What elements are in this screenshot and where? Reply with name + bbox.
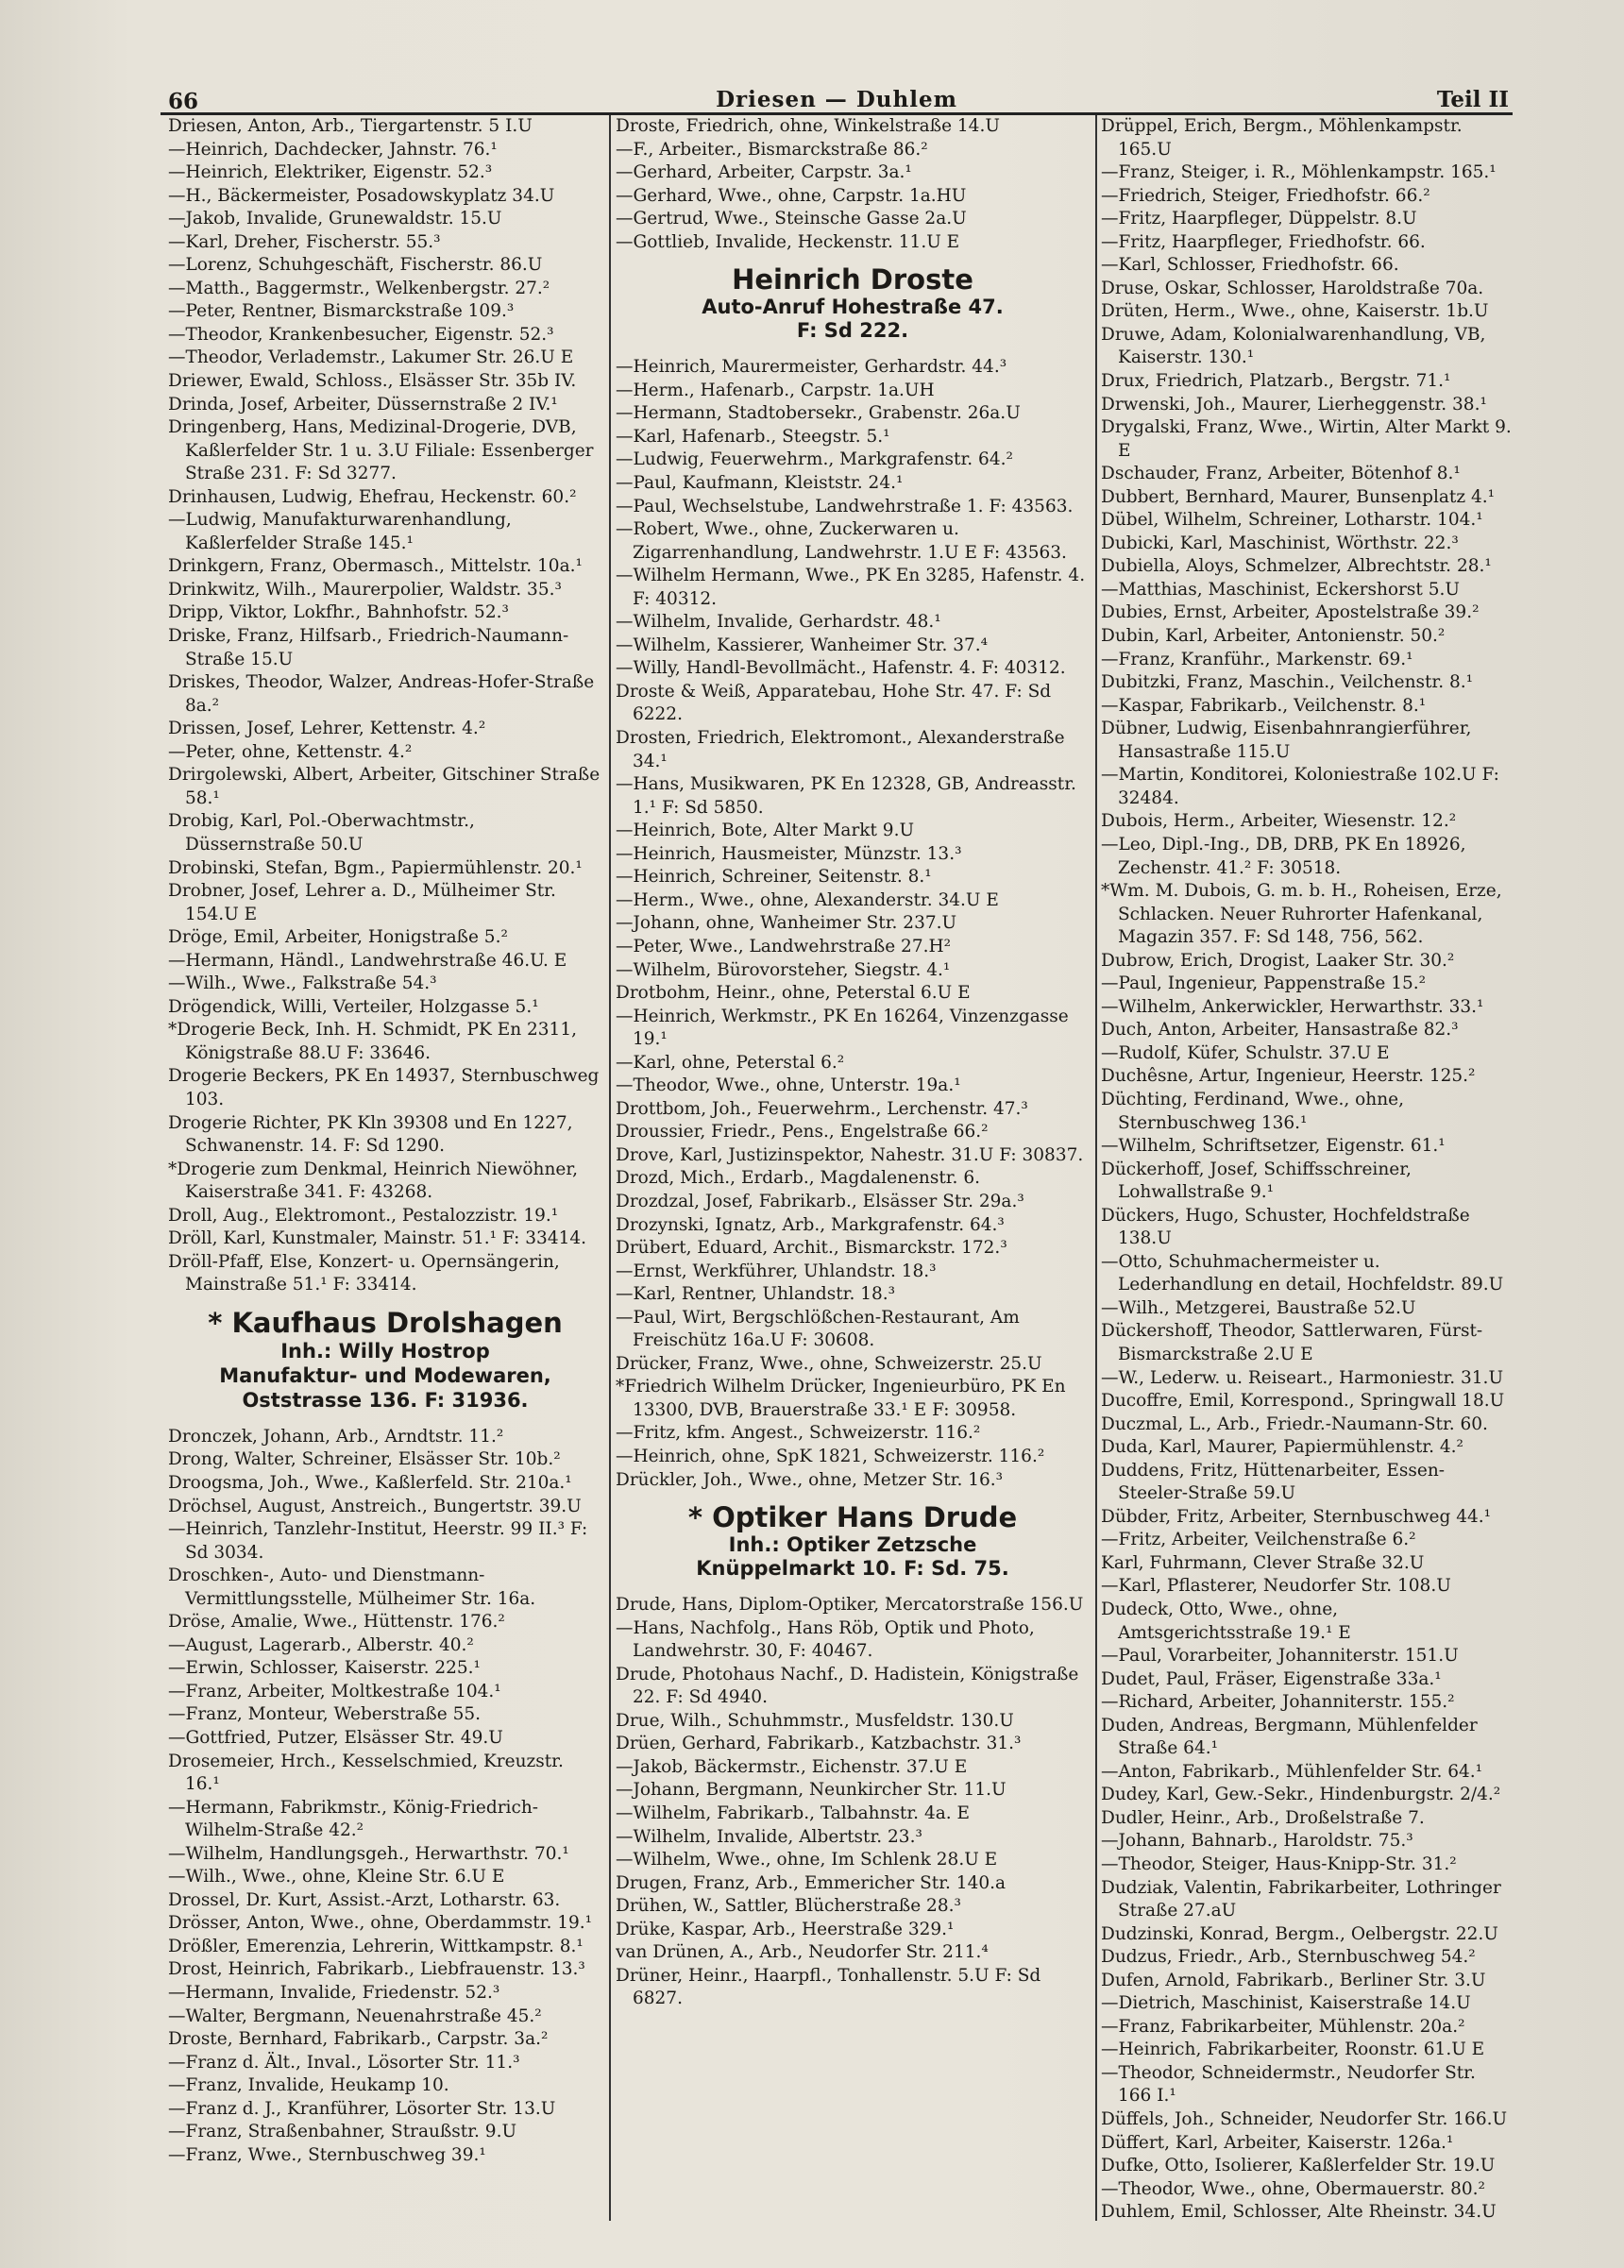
directory-entry: —Ludwig, Manufakturwarenhandlung, Kaßlerfelder Straße 145.¹ <box>168 510 512 553</box>
directory-entry: —Gerhard, Wwe., ohne, Carpstr. 1a.HU <box>616 185 967 206</box>
directory-entry: Dübel, Wilhelm, Schreiner, Lotharstr. 104.¹ <box>1101 510 1483 531</box>
directory-entry: —Hermann, Stadtobersekr., Grabenstr. 26a.U <box>616 403 1021 424</box>
directory-entry: Drugen, Franz, Arb., Emmericher Str. 140.a <box>616 1872 1007 1893</box>
directory-entry: —Franz d. J., Kranführer, Lösorter Str. 13.U <box>168 2098 556 2119</box>
advertisement-optiker-drude <box>616 1501 1090 1581</box>
directory-entry: Drobig, Karl, Pol.-Oberwachtmstr., Düssernstraße 50.U <box>168 811 475 855</box>
directory-entry: Dröchsel, August, Anstreich., Bungertstr. 39.U <box>168 1496 582 1516</box>
directory-entry: Druwe, Adam, Kolonialwarenhandlung, VB, Kaiserstr. 130.¹ <box>1101 324 1486 368</box>
directory-entry: —Paul, Kaufmann, Kleiststr. 24.¹ <box>616 473 904 494</box>
directory-entry: —Dietrich, Maschinist, Kaiserstraße 14.U <box>1101 1993 1471 2014</box>
directory-entry: Karl, Fuhrmann, Clever Straße 32.U <box>1101 1552 1425 1573</box>
directory-entry: Drux, Friedrich, Platzarb., Bergstr. 71.¹ <box>1101 371 1451 392</box>
directory-entry: Duddens, Fritz, Hüttenarbeiter, Essen-Steeler-Straße 59.U <box>1101 1460 1446 1504</box>
directory-entry: —Wilhelm, Ankerwickler, Herwarthstr. 33.¹ <box>1101 996 1484 1017</box>
directory-entry: Drude, Hans, Diplom-Optiker, Mercatorstraße 156.U <box>616 1595 1084 1616</box>
directory-entry: —Franz, Fabrikarbeiter, Mühlenstr. 20a.² <box>1101 2016 1465 2037</box>
directory-entry: —Heinrich, Fabrikarbeiter, Roonstr. 61.U E <box>1101 2040 1485 2060</box>
directory-entry: —Rudolf, Küfer, Schulstr. 37.U E <box>1101 1042 1390 1063</box>
directory-entry: —Gottfried, Putzer, Elsässer Str. 49.U <box>168 1728 503 1748</box>
ad-line: Knüppelmarkt 10. F: Sd. 75. <box>696 1557 1009 1581</box>
directory-entry: Dripp, Viktor, Lokfhr., Bahnhofstr. 52.³ <box>168 602 509 623</box>
directory-entry: —Wilhelm, Invalide, Gerhardstr. 48.¹ <box>616 612 941 633</box>
directory-entry: Drosten, Friedrich, Elektromont., Alexanderstraße 34.¹ <box>616 728 1065 771</box>
directory-entry: —Theodor, Krankenbesucher, Eigenstr. 52.³ <box>168 324 554 345</box>
directory-entry: Drinkwitz, Wilh., Maurerpolier, Waldstr. 35.³ <box>168 579 562 600</box>
directory-entry: Droll, Aug., Elektromont., Pestalozzistr. 19.¹ <box>168 1205 559 1226</box>
ad-line: Inh.: Willy Hostrop <box>280 1339 490 1362</box>
ad-line: Manufaktur- und Modewaren, <box>219 1363 551 1387</box>
directory-entry: Drue, Wilh., Schuhmmstr., Musfeldstr. 130.U <box>616 1710 1014 1731</box>
ad-line: Inh.: Optiker Zetzsche <box>728 1533 977 1557</box>
directory-entry: —Theodor, Steiger, Haus-Knipp-Str. 31.² <box>1101 1854 1457 1875</box>
directory-entry: Drübert, Eduard, Archit., Bismarckstr. 172.³ <box>616 1238 1007 1259</box>
directory-entry: Dröll-Pfaff, Else, Konzert- u. Opernsängerin, Mainstraße 51.¹ F: 33414. <box>168 1251 560 1295</box>
directory-entry: —Karl, ohne, Peterstal 6.² <box>616 1052 845 1073</box>
directory-entry: —Hans, Musikwaren, PK En 12328, GB, Andreasstr. 1.¹ F: Sd 5850. <box>616 774 1076 818</box>
directory-entry: Duden, Andreas, Bergmann, Mühlenfelder Straße 64.¹ <box>1101 1715 1478 1759</box>
directory-entry: —Fritz, kfm. Angest., Schweizerstr. 116.² <box>616 1423 981 1444</box>
directory-entry: —Fritz, Haarpfleger, Friedhofstr. 66. <box>1101 231 1426 252</box>
directory-entry: Drüner, Heinr., Haarpfl., Tonhallenstr. 5.U F: Sd 6827. <box>616 1965 1041 2009</box>
directory-entry: —Theodor, Wwe., ohne, Obermauerstr. 80.² <box>1101 2178 1485 2199</box>
directory-entry: *Drogerie Beck, Inh. H. Schmidt, PK En 2311, Königstraße 88.U F: 33646. <box>168 1020 577 1063</box>
directory-entry: —Heinrich, Bote, Alter Markt 9.U <box>616 821 915 841</box>
directory-entry: Drong, Walter, Schreiner, Elsässer Str. 10b.² <box>168 1449 561 1470</box>
directory-entry: Drücker, Franz, Wwe., ohne, Schweizerstr. 25.U <box>616 1353 1042 1374</box>
directory-entry: Dufen, Arnold, Fabrikarb., Berliner Str. 3.U <box>1101 1970 1486 1990</box>
directory-entry: Dubies, Ernst, Arbeiter, Apostelstraße 39.² <box>1101 602 1480 623</box>
advertisement-heinrich-droste <box>616 263 1090 343</box>
ad-line: F: Sd 222. <box>796 319 909 343</box>
directory-entry: Driesen, Anton, Arb., Tiergartenstr. 5 I.U <box>168 116 533 136</box>
directory-entry: —Franz, Monteur, Weberstraße 55. <box>168 1704 481 1725</box>
directory-entry: Dröll, Karl, Kunstmaler, Mainstr. 51.¹ F: 33414. <box>168 1228 587 1249</box>
directory-entry: —Jakob, Bäckermstr., Eichenstr. 37.U E <box>616 1756 968 1777</box>
directory-entry: —Matthias, Maschinist, Eckershorst 5.U <box>1101 579 1460 600</box>
directory-entry: Drove, Karl, Justizinspektor, Nahestr. 31.U F: 30837. <box>616 1144 1084 1165</box>
directory-entry: —Wilhelm, Handlungsgeh., Herwarthstr. 70.¹ <box>168 1843 569 1864</box>
directory-entry: —Wilhelm, Kassierer, Wanheimer Str. 37.⁴ <box>616 635 989 655</box>
directory-entry: Dudzus, Friedr., Arb., Sternbuschweg 54.² <box>1101 1947 1476 1968</box>
entry-list <box>616 115 1090 254</box>
directory-entry: —Hans, Nachfolg., Hans Röb, Optik und Photo, Landwehrstr. 30, F: 40467. <box>616 1617 1035 1662</box>
directory-entry: —Wilhelm, Schriftsetzer, Eigenstr. 61.¹ <box>1101 1136 1446 1157</box>
directory-entry: —Heinrich, Hausmeister, Münzstr. 13.³ <box>616 843 962 864</box>
directory-entry: —Johann, ohne, Wanheimer Str. 237.U <box>616 913 957 934</box>
directory-entry: —Otto, Schuhmachermeister u. Lederhandlung en detail, Hochfeldstr. 89.U <box>1101 1251 1504 1295</box>
directory-entry: —W., Lederw. u. Reiseart., Harmoniestr. 31.U <box>1101 1367 1504 1388</box>
directory-entry: —Paul, Ingenieur, Pappenstraße 15.² <box>1101 973 1427 994</box>
directory-entry: —Herm., Wwe., ohne, Alexanderstr. 34.U E <box>616 889 999 910</box>
directory-entry: —Franz, Wwe., Sternbuschweg 39.¹ <box>168 2144 486 2165</box>
directory-entry: —Peter, ohne, Kettenstr. 4.² <box>168 741 413 762</box>
ad-title: * Optiker Hans Drude <box>687 1501 1018 1534</box>
directory-entry: Duch, Anton, Arbeiter, Hansastraße 82.³ <box>1101 1020 1459 1041</box>
directory-entry: Dufke, Otto, Isolierer, Kaßlerfelder Str. 19.U <box>1101 2156 1496 2176</box>
directory-entry: —Peter, Wwe., Landwehrstraße 27.H² <box>616 936 952 956</box>
ad-line: Oststrasse 136. F: 31936. <box>242 1388 529 1412</box>
directory-entry: —Franz, Steiger, i. R., Möhlenkampstr. 165.¹ <box>1101 162 1497 183</box>
column-divider <box>1095 115 1097 2221</box>
directory-entry: Duchêsne, Artur, Ingenieur, Heerstr. 125.² <box>1101 1066 1476 1087</box>
directory-entry: —Heinrich, Elektriker, Eigenstr. 52.³ <box>168 162 493 183</box>
directory-entry: Dudziak, Valentin, Fabrikarbeiter, Lothringer Straße 27.aU <box>1101 1877 1501 1921</box>
directory-entry: Drüke, Kaspar, Arb., Heerstraße 329.¹ <box>616 1919 955 1939</box>
directory-entry: Dückershoff, Theodor, Sattlerwaren, Fürst-Bismarckstraße 2.U E <box>1101 1321 1483 1364</box>
directory-entry: Dröse, Amalie, Wwe., Hüttenstr. 176.² <box>168 1612 505 1633</box>
directory-entry: Dubiella, Aloys, Schmelzer, Albrechtstr. 28.¹ <box>1101 556 1492 577</box>
directory-entry: —Friedrich, Steiger, Friedhofstr. 66.² <box>1101 185 1430 206</box>
directory-entry: Driewer, Ewald, Schloss., Elsässer Str. 35b IV. <box>168 371 577 392</box>
directory-entry: Dübner, Ludwig, Eisenbahnrangierführer, Hansastraße 115.U <box>1101 719 1472 762</box>
directory-entry: —Ludwig, Feuerwehrm., Markgrafenstr. 64.² <box>616 449 1013 470</box>
directory-entry: —Karl, Schlosser, Friedhofstr. 66. <box>1101 255 1399 276</box>
directory-entry: Drottbom, Joh., Feuerwehrm., Lerchenstr. 47.³ <box>616 1098 1028 1119</box>
directory-entry: —Wilh., Metzgerei, Baustraße 52.U <box>1101 1297 1416 1318</box>
directory-entry: Duhlem, Emil, Schlosser, Alte Rheinstr. 34.U <box>1101 2202 1497 2221</box>
part-label: Teil II <box>1436 87 1509 112</box>
directory-entry: —Johann, Bahnarb., Haroldstr. 75.³ <box>1101 1831 1413 1852</box>
directory-entry: Drozd, Mich., Erdarb., Magdalenenstr. 6. <box>616 1168 980 1189</box>
directory-entry: Droschken-, Auto- und Dienstmann-Vermittlungsstelle, Mülheimer Str. 16a. <box>168 1566 536 1609</box>
entry-list <box>1101 115 1513 2221</box>
directory-entry: Dubin, Karl, Arbeiter, Antonienstr. 50.² <box>1101 626 1446 647</box>
directory-entry: Drossel, Dr. Kurt, Assist.-Arzt, Lotharstr. 63. <box>168 1889 561 1910</box>
directory-entry: —F., Arbeiter., Bismarckstraße 86.² <box>616 139 928 160</box>
directory-entry: —Wilhelm, Bürovorsteher, Siegstr. 4.¹ <box>616 959 951 980</box>
directory-entry: Ducoffre, Emil, Korrespond., Springwall 18.U <box>1101 1391 1505 1412</box>
directory-entry: —Wilhelm, Wwe., ohne, Im Schlenk 28.U E <box>616 1850 998 1870</box>
entry-list <box>616 356 1090 1492</box>
directory-entry: Drogerie Richter, PK Kln 39308 und En 1227, Schwanenstr. 14. F: Sd 1290. <box>168 1112 573 1157</box>
name-range: Driesen — Duhlem <box>716 87 957 112</box>
directory-entry: —Paul, Wirt, Bergschlößchen-Restaurant, Am Freischütz 16a.U F: 30608. <box>616 1307 1020 1351</box>
directory-entry: —H., Bäckermeister, Posadowskyplatz 34.U <box>168 185 555 206</box>
directory-entry: Droste, Bernhard, Fabrikarb., Carpstr. 3a.² <box>168 2029 549 2050</box>
entry-list <box>168 1426 602 2168</box>
directory-entry: Drosemeier, Hrch., Kesselschmied, Kreuzstr. 16.¹ <box>168 1751 564 1795</box>
directory-entry: —Matth., Baggermstr., Welkenbergstr. 27.² <box>168 278 550 298</box>
directory-entry: —Wilhelm, Invalide, Albertstr. 23.³ <box>616 1826 922 1847</box>
directory-entry: —Hermann, Invalide, Friedenstr. 52.³ <box>168 1983 500 2004</box>
directory-entry: —Ernst, Werkführer, Uhlandstr. 18.³ <box>616 1261 937 1281</box>
directory-entry: Drozdzal, Josef, Fabrikarb., Elsässer Str. 29a.³ <box>616 1191 1024 1211</box>
directory-entry: Duczmal, L., Arb., Friedr.-Naumann-Str. 60. <box>1101 1413 1488 1434</box>
directory-entry: Drinda, Josef, Arbeiter, Düssernstraße 2 IV.¹ <box>168 394 558 415</box>
directory-entry: —Hermann, Fabrikmstr., König-Friedrich-Wilhelm-Straße 42.² <box>168 1797 538 1841</box>
directory-entry: —August, Lagerarb., Alberstr. 40.² <box>168 1634 474 1655</box>
directory-entry: —Paul, Wechselstube, Landwehrstraße 1. F: 43563. <box>616 496 1074 516</box>
directory-entry: Duda, Karl, Maurer, Papiermühlenstr. 4.² <box>1101 1437 1463 1458</box>
directory-entry: —Wilhelm Hermann, Wwe., PK En 3285, Hafenstr. 4. F: 40312. <box>616 566 1086 609</box>
column-2 <box>616 115 1090 2221</box>
directory-entry: Drüppel, Erich, Bergm., Möhlenkampstr. 165.U <box>1101 116 1463 160</box>
directory-entry: Droste, Friedrich, ohne, Winkelstraße 14.U <box>616 116 1000 136</box>
directory-entry: —Theodor, Wwe., ohne, Unterstr. 19a.¹ <box>616 1075 961 1096</box>
directory-entry: Droste & Weiß, Apparatebau, Hohe Str. 47. F: Sd 6222. <box>616 681 1052 725</box>
directory-entry: *Wm. M. Dubois, G. m. b. H., Roheisen, Erze, Schlacken. Neuer Ruhrorter Hafenkanal, Magazin 357. F: Sd 148, 756, 562. <box>1101 881 1502 948</box>
directory-entry: —Heinrich, ohne, SpK 1821, Schweizerstr. 116.² <box>616 1446 1045 1466</box>
directory-entry: Dudzinski, Konrad, Bergm., Oelbergstr. 22.U <box>1101 1923 1498 1944</box>
directory-entry: —Robert, Wwe., ohne, Zuckerwaren u. Zigarrenhandlung, Landwehrstr. 1.U E F: 43563. <box>616 519 1067 563</box>
directory-entry: —Fritz, Arbeiter, Veilchenstraße 6.² <box>1101 1530 1416 1550</box>
directory-entry: —Herm., Hafenarb., Carpstr. 1a.UH <box>616 380 935 400</box>
directory-entry: Drößler, Emerenzia, Lehrerin, Wittkampstr. 8.¹ <box>168 1936 584 1956</box>
directory-entry: Drwenski, Joh., Maurer, Lierheggenstr. 38.¹ <box>1101 394 1487 415</box>
directory-entry: Drösser, Anton, Wwe., ohne, Oberdammstr. 19.¹ <box>168 1913 593 1934</box>
entry-list <box>616 1594 1090 2011</box>
directory-entry: Dübder, Fritz, Arbeiter, Sternbuschweg 44.¹ <box>1101 1506 1492 1527</box>
directory-entry: Drobinski, Stefan, Bgm., Papiermühlenstr. 20.¹ <box>168 857 583 878</box>
directory-entry: Düchting, Ferdinand, Wwe., ohne, Sternbuschweg 136.¹ <box>1101 1089 1404 1133</box>
directory-entry: Dudler, Heinr., Arb., Droßelstraße 7. <box>1101 1807 1425 1828</box>
directory-entry: Dubois, Herm., Arbeiter, Wiesenstr. 12.² <box>1101 811 1457 832</box>
directory-entry: Drissen, Josef, Lehrer, Kettenstr. 4.² <box>168 719 486 739</box>
directory-entry: Drühen, W., Sattler, Blücherstraße 28.³ <box>616 1896 961 1917</box>
directory-entry: Drost, Heinrich, Fabrikarb., Liebfrauenstr. 13.³ <box>168 1959 585 1980</box>
directory-entry: —Franz, Invalide, Heukamp 10. <box>168 2075 449 2096</box>
directory-entry: —Paul, Vorarbeiter, Johanniterstr. 151.U <box>1101 1646 1459 1667</box>
directory-entry: —Erwin, Schlosser, Kaiserstr. 225.¹ <box>168 1658 481 1679</box>
directory-entry: —Franz, Arbeiter, Moltkestraße 104.¹ <box>168 1681 501 1701</box>
directory-entry: Dschauder, Franz, Arbeiter, Bötenhof 8.¹ <box>1101 464 1461 484</box>
directory-entry: Düffert, Karl, Arbeiter, Kaiserstr. 126a.¹ <box>1101 2132 1454 2153</box>
directory-entry: —Heinrich, Schreiner, Seitenstr. 8.¹ <box>616 867 932 888</box>
directory-entry: Drude, Photohaus Nachf., D. Hadistein, Königstraße 22. F: Sd 4940. <box>616 1664 1079 1708</box>
directory-entry: Drückler, Joh., Wwe., ohne, Metzer Str. 16.³ <box>616 1469 1004 1490</box>
directory-entry: —Johann, Bergmann, Neunkircher Str. 11.U <box>616 1780 1007 1801</box>
directory-entry: Dröge, Emil, Arbeiter, Honigstraße 5.² <box>168 927 508 948</box>
directory-entry: Droussier, Friedr., Pens., Engelstraße 66.² <box>616 1122 989 1142</box>
directory-entry: Droogsma, Joh., Wwe., Kaßlerfeld. Str. 210a.¹ <box>168 1472 572 1493</box>
entry-list <box>168 115 602 1297</box>
directory-entry: Dubicki, Karl, Maschinist, Wörthstr. 22.³ <box>1101 533 1459 553</box>
directory-entry: Drüten, Herm., Wwe., ohne, Kaiserstr. 1b.U <box>1101 301 1489 322</box>
directory-entry: Driske, Franz, Hilfsarb., Friedrich-Naumann-Straße 15.U <box>168 626 569 669</box>
directory-entry: —Hermann, Händl., Landwehrstraße 46.U. E <box>168 950 567 971</box>
directory-entry: Dudey, Karl, Gew.-Sekr., Hindenburgstr. 2/4.² <box>1101 1785 1501 1805</box>
directory-entry: Dubbert, Bernhard, Maurer, Bunsenplatz 4.¹ <box>1101 486 1496 507</box>
directory-entry: Drinhausen, Ludwig, Ehefrau, Heckenstr. 60.² <box>168 486 577 507</box>
directory-entry: Dubrow, Erich, Drogist, Laaker Str. 30.² <box>1101 950 1455 971</box>
directory-entry: Drüen, Gerhard, Fabrikarb., Katzbachstr. 31.³ <box>616 1734 1022 1754</box>
directory-entry: van Drünen, A., Arb., Neudorfer Str. 211.⁴ <box>616 1942 989 1963</box>
directory-entry: —Karl, Dreher, Fischerstr. 55.³ <box>168 231 441 252</box>
directory-entry: Dückerhoff, Josef, Schiffsschreiner, Lohwallstraße 9.¹ <box>1101 1159 1412 1203</box>
directory-entry: —Wilhelm, Fabrikarb., Talbahnstr. 4a. E <box>616 1803 971 1823</box>
directory-entry: —Heinrich, Werkmstr., PK En 16264, Vinzenzgasse 19.¹ <box>616 1006 1069 1050</box>
ad-title: * Kaufhaus Drolshagen <box>208 1306 563 1339</box>
directory-entry: —Karl, Hafenarb., Steegstr. 5.¹ <box>616 426 890 447</box>
directory-entry: —Heinrich, Tanzlehr-Institut, Heerstr. 99 II.³ F: Sd 3034. <box>168 1519 588 1563</box>
directory-entry: —Theodor, Verlademstr., Lakumer Str. 26.U E <box>168 347 574 368</box>
column-3 <box>1101 115 1513 2221</box>
directory-entry: Drirgolewski, Albert, Arbeiter, Gitschiner Straße 58.¹ <box>168 765 601 808</box>
directory-entry: *Friedrich Wilhelm Drücker, Ingenieurbüro, PK En 13300, DVB, Brauerstraße 33.¹ E F: 30958. <box>616 1377 1066 1420</box>
directory-entry: —Richard, Arbeiter, Johanniterstr. 155.² <box>1101 1692 1455 1713</box>
column-divider <box>609 115 611 2221</box>
directory-entry: —Fritz, Haarpfleger, Düppelstr. 8.U <box>1101 209 1417 229</box>
directory-entry: —Franz, Straßenbahner, Straußstr. 9.U <box>168 2122 517 2142</box>
directory-entry: Drotbohm, Heinr., ohne, Peterstal 6.U E <box>616 983 971 1004</box>
advertisement-kaufhaus-drolshagen <box>168 1307 602 1413</box>
directory-entry: Düffels, Joh., Schneider, Neudorfer Str. 166.U <box>1101 2109 1508 2130</box>
directory-entry: Drobner, Josef, Lehrer a. D., Mülheimer Str. 154.U E <box>168 881 556 924</box>
directory-entry: —Jakob, Invalide, Grunewaldstr. 15.U <box>168 209 502 229</box>
directory-entry: —Gertrud, Wwe., Steinsche Gasse 2a.U <box>616 209 967 229</box>
column-1 <box>168 115 602 2221</box>
directory-entry: Drygalski, Franz, Wwe., Wirtin, Alter Markt 9. E <box>1101 417 1512 461</box>
directory-entry: Drögendick, Willi, Verteiler, Holzgasse 5.¹ <box>168 996 539 1017</box>
directory-entry: Driskes, Theodor, Walzer, Andreas-Hofer-Straße 8a.² <box>168 672 595 716</box>
directory-entry: Dückers, Hugo, Schuster, Hochfeldstraße 138.U <box>1101 1205 1470 1249</box>
directory-entry: Dudeck, Otto, Wwe., ohne, Amtsgerichtsstraße 19.¹ E <box>1101 1599 1351 1643</box>
directory-entry: —Heinrich, Maurermeister, Gerhardstr. 44.³ <box>616 357 1007 378</box>
directory-entry: —Heinrich, Dachdecker, Jahnstr. 76.¹ <box>168 139 498 160</box>
ad-line: Auto-Anruf Hohestraße 47. <box>702 296 1004 319</box>
directory-entry: —Wilh., Wwe., ohne, Kleine Str. 6.U E <box>168 1867 505 1887</box>
directory-entry: —Franz, Kranführ., Markenstr. 69.¹ <box>1101 649 1413 669</box>
directory-entry: Drinkgern, Franz, Obermasch., Mittelstr. 10a.¹ <box>168 556 583 577</box>
directory-entry: —Walter, Bergmann, Neuenahrstraße 45.² <box>168 2006 542 2026</box>
directory-entry: —Gottlieb, Invalide, Heckenstr. 11.U E <box>616 231 960 252</box>
directory-entry: —Gerhard, Arbeiter, Carpstr. 3a.¹ <box>616 162 912 183</box>
directory-entry: —Martin, Konditorei, Koloniestraße 102.U F: 32484. <box>1101 765 1499 808</box>
directory-entry: —Karl, Pflasterer, Neudorfer Str. 108.U <box>1101 1576 1451 1597</box>
ad-title: Heinrich Droste <box>732 263 973 296</box>
directory-entry: —Karl, Rentner, Uhlandstr. 18.³ <box>616 1284 896 1305</box>
directory-entry: Drogerie Beckers, PK En 14937, Sternbuschweg 103. <box>168 1066 600 1109</box>
directory-entry: —Wilh., Wwe., Falkstraße 54.³ <box>168 973 437 994</box>
page-number: 66 <box>168 89 199 114</box>
directory-entry: Dronczek, Johann, Arb., Arndtstr. 11.² <box>168 1426 504 1447</box>
directory-entry: Drozynski, Ignatz, Arb., Markgrafenstr. 64.³ <box>616 1214 1005 1235</box>
directory-entry: Dubitzki, Franz, Maschin., Veilchenstr. 8.¹ <box>1101 672 1474 693</box>
directory-entry: Dringenberg, Hans, Medizinal-Drogerie, DVB, Kaßlerfelder Str. 1 u. 3.U Filiale: Essenberger Straße 231. F: Sd 3277. <box>168 417 594 484</box>
directory-entry: —Franz d. Ält., Inval., Lösorter Str. 11.³ <box>168 2052 520 2073</box>
directory-entry: *Drogerie zum Denkmal, Heinrich Niewöhner, Kaiserstraße 341. F: 43268. <box>168 1159 579 1203</box>
directory-entry: —Willy, Handl-Bevollmächt., Hafenstr. 4. F: 40312. <box>616 658 1066 679</box>
directory-entry: Druse, Oskar, Schlosser, Haroldstraße 70a. <box>1101 278 1484 298</box>
directory-entry: Dudet, Paul, Fräser, Eigenstraße 33a.¹ <box>1101 1668 1442 1689</box>
directory-entry: —Leo, Dipl.-Ing., DB, DRB, PK En 18926, Zechenstr. 41.² F: 30518. <box>1101 834 1466 878</box>
directory-entry: —Anton, Fabrikarb., Mühlenfelder Str. 64.¹ <box>1101 1761 1483 1782</box>
directory-entry: —Theodor, Schneidermstr., Neudorfer Str. 166 I.¹ <box>1101 2062 1476 2107</box>
directory-entry: —Lorenz, Schuhgeschäft, Fischerstr. 86.U <box>168 255 543 276</box>
directory-entry: —Kaspar, Fabrikarb., Veilchenstr. 8.¹ <box>1101 695 1427 716</box>
directory-entry: —Peter, Rentner, Bismarckstraße 109.³ <box>168 301 515 322</box>
